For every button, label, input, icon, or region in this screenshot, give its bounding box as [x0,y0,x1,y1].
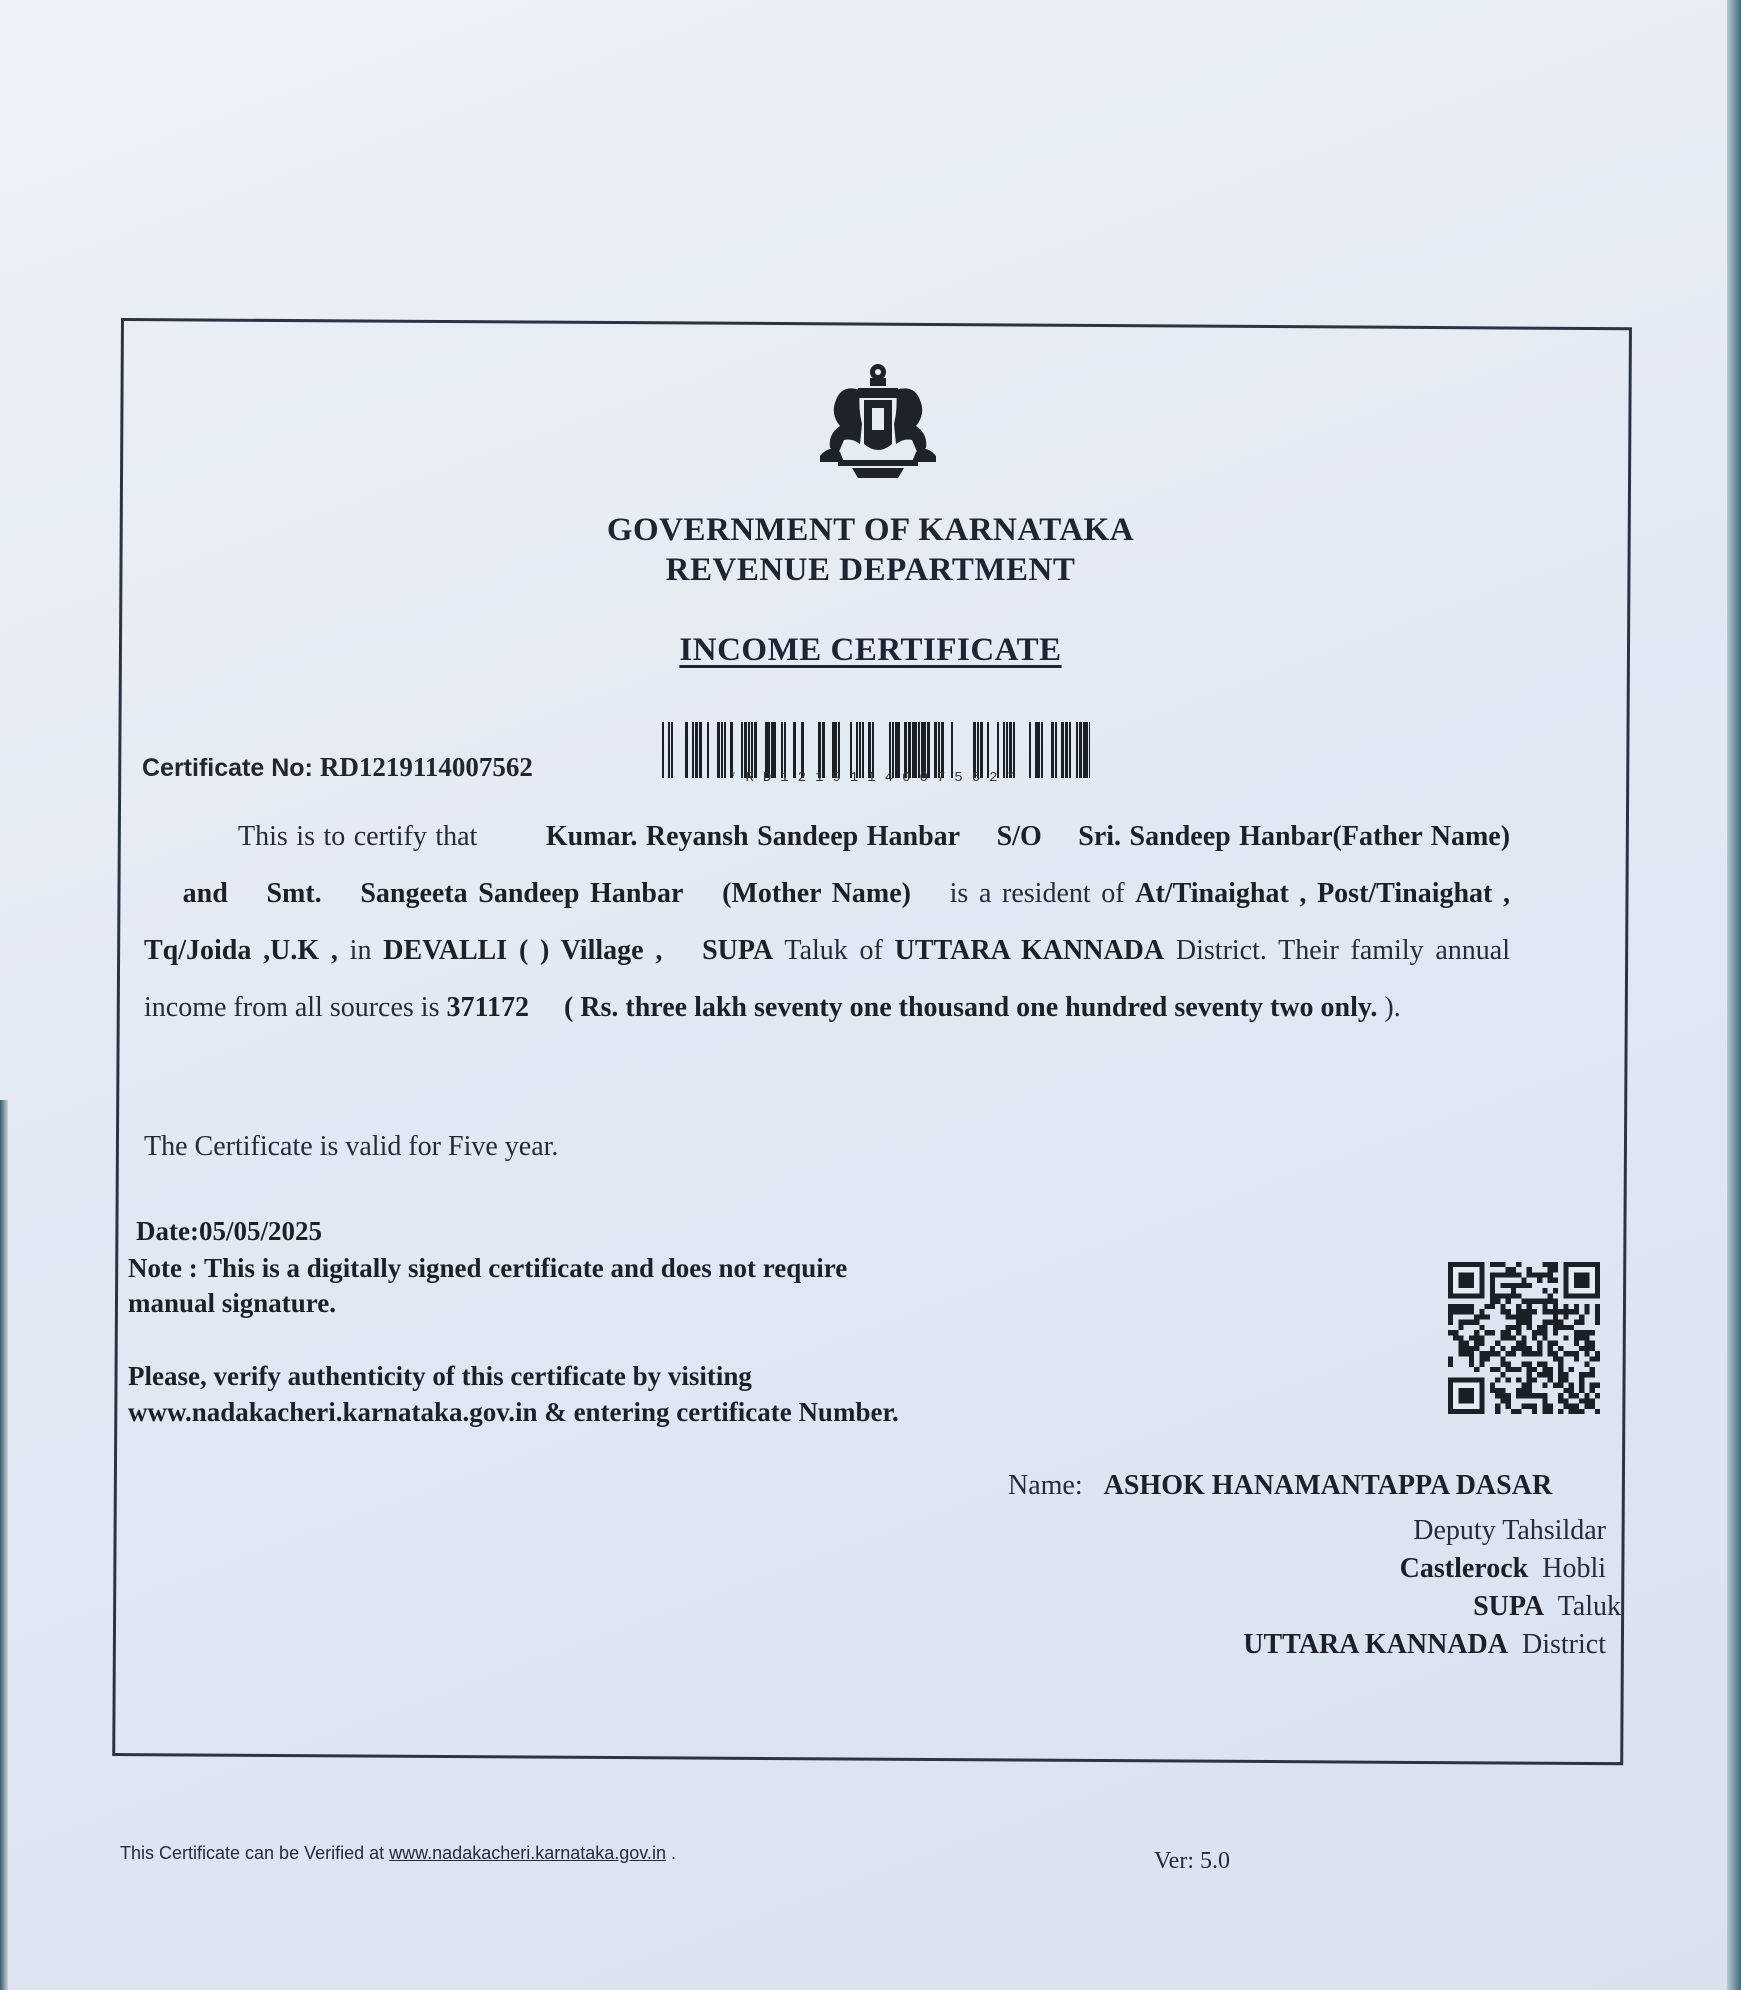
income-amount: 371172 [446,992,529,1023]
mother-name: Sangeeta Sandeep Hanbar [360,878,684,909]
applicant-name: Kumar. Reyansh Sandeep Hanbar [545,821,961,852]
father-name: Sandeep Hanbar(Father Name) [1129,821,1511,852]
village: DEVALLI ( ) Village , [383,935,663,966]
department-heading: REVENUE DEPARTMENT [665,552,1076,588]
footer-verification [120,1843,676,1864]
taluk-value: SUPA [1473,1591,1545,1622]
certificate-body [144,808,1510,1036]
address: At/Tinaighat , Post/Tinaighat , Tq/Joida ,U.K , [144,878,1511,966]
taluk-of: Taluk of [784,935,883,966]
taluk-label: Taluk [1557,1591,1621,1622]
district-value: UTTARA KANNADA [1243,1629,1508,1660]
qr-code-icon[interactable] [1448,1262,1600,1414]
issue-date: Date:05/05/2025 [136,1216,322,1246]
signatory-name [1008,1470,1552,1502]
signatory-designation: Deputy Tahsildar [1413,1515,1606,1546]
signatory-name-value: ASHOK HANAMANTAPPA DASAR [1103,1470,1553,1501]
version-label: Ver: 5.0 [1154,1848,1230,1874]
footer-link[interactable]: www.nadakacheri.karnataka.gov.in [389,1843,666,1863]
signatory-taluk [1473,1591,1621,1623]
certificate-title: INCOME CERTIFICATE [679,632,1062,668]
certificate-number-value: RD1219114007562 [319,752,533,782]
signatory-name-label: Name: [1008,1470,1083,1501]
mother-prefix: Smt. [266,878,322,909]
government-heading: GOVERNMENT OF KARNATAKA [606,512,1135,548]
hobli-value: Castlerock [1399,1553,1529,1584]
certificate-number [142,752,533,783]
district-text: District. Their family annual income from all sources is [144,935,1511,1023]
validity-text: The Certificate is valid for Five year. [144,1131,559,1162]
signatory-district [1243,1629,1606,1661]
certificate-number-label: Certificate No: [142,754,313,782]
taluk: SUPA [702,935,774,966]
verification-instructions: Please, verify authenticity of this certificate by visiting www.nadakacheri.karnataka.gov.in & entering certificate Number. [128,1361,899,1427]
closing-text: ). [1384,992,1401,1023]
hobli-label: Hobli [1542,1553,1606,1584]
barcode-text: *RD1219114007562* [728,770,1024,786]
footer-text: This Certificate can be Verified at [120,1843,385,1863]
and-text: and [182,878,228,909]
resident-text: is a resident of [949,878,1125,909]
signatory-hobli [1400,1553,1606,1585]
background-edge [1727,0,1741,1990]
district-label: District [1522,1629,1606,1660]
relation: S/O [996,821,1042,852]
income-words: ( Rs. three lakh seventy one thousand one hundred seventy two only. [563,992,1378,1023]
background-edge-left [0,1100,8,1990]
in-text: in [349,935,372,966]
karnataka-emblem-icon [808,360,948,480]
mother-label: (Mother Name) [722,878,911,909]
intro-text: This is to certify that [238,821,478,852]
father-prefix: Sri. [1078,821,1122,852]
footer-end: . [671,1843,677,1863]
district: UTTARA KANNADA [894,935,1165,966]
digital-signature-note: Note : This is a digitally signed certificate and does not require manual signature. [128,1253,848,1318]
